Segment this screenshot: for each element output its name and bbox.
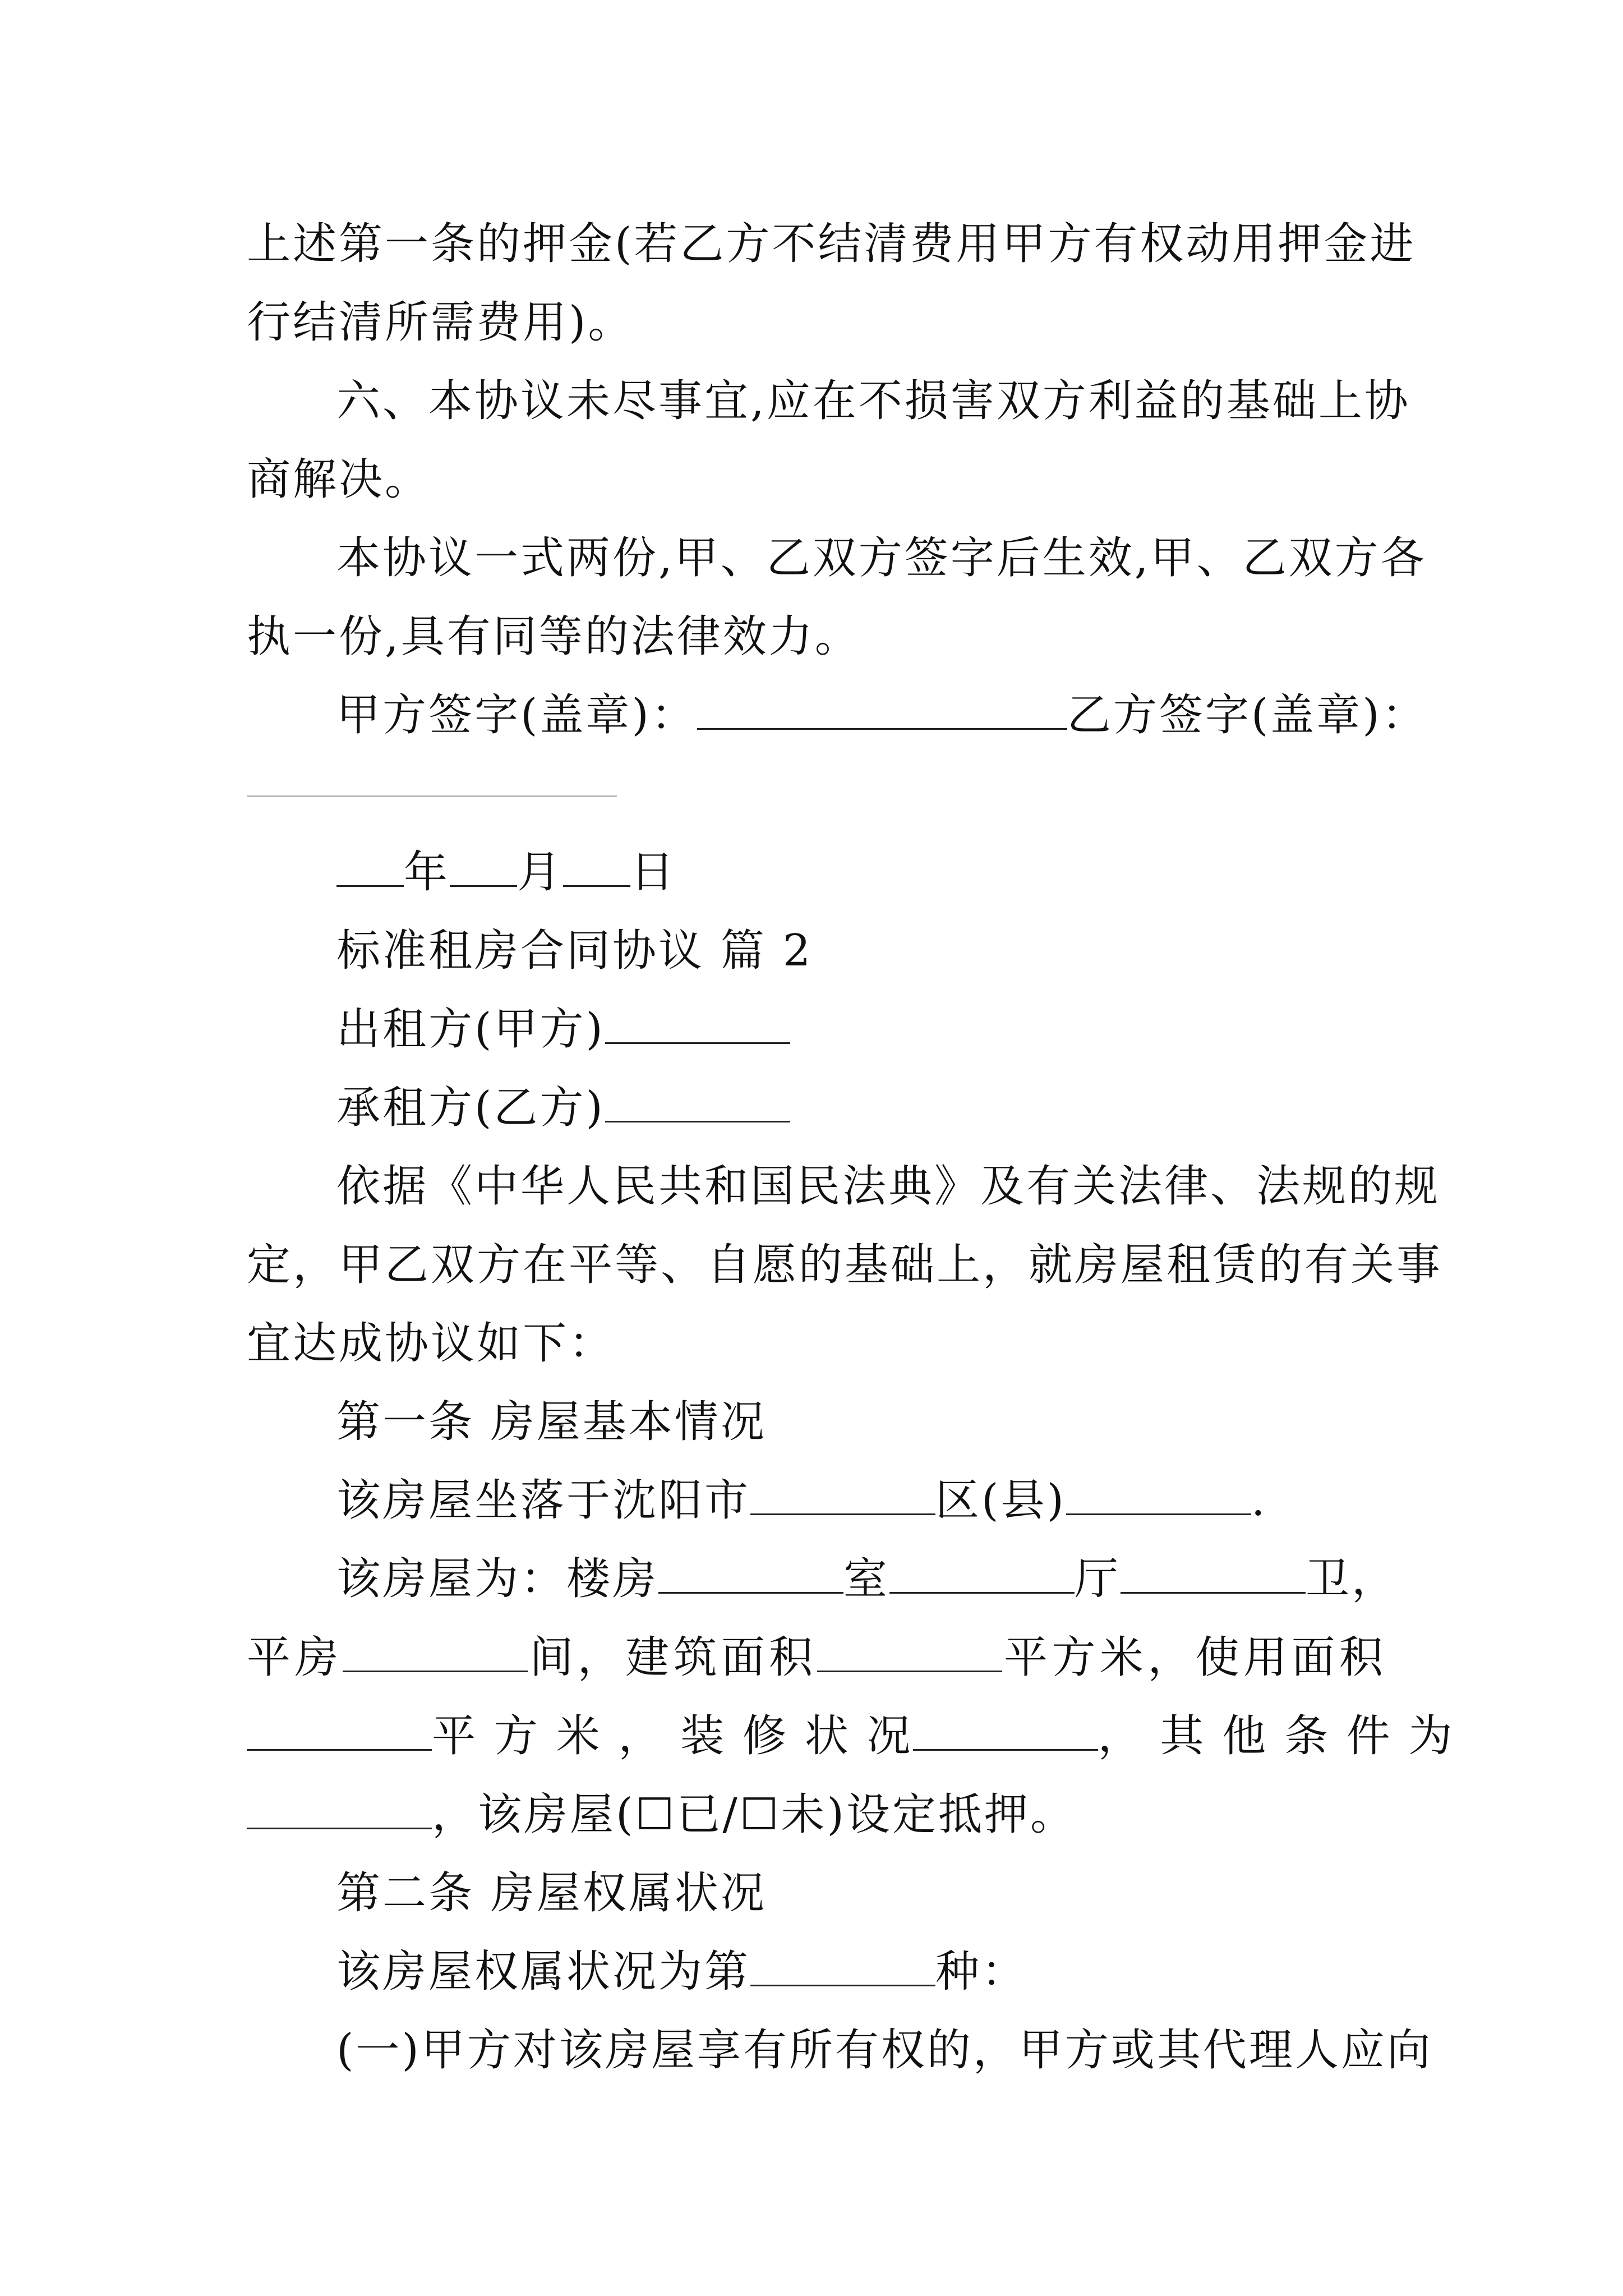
city-blank <box>750 1474 935 1515</box>
party-b-signature-label: 乙方签字(盖章)： <box>1067 690 1428 740</box>
year-label: 年 <box>404 847 450 898</box>
house-prefix: 该房屋为：楼房 <box>336 1554 659 1604</box>
date-line <box>336 841 1475 903</box>
decoration-blank <box>913 1710 1098 1751</box>
party-a-signature-label: 甲方签字(盖章)： <box>336 690 697 740</box>
month-label: 月 <box>517 847 564 898</box>
ownership-line <box>336 1941 1475 2003</box>
article-title: 第一条 房屋基本情况 <box>336 1397 767 1447</box>
party-b-signature-blank <box>247 795 617 797</box>
lessor-blank <box>605 1003 790 1044</box>
bath-label: 卫， <box>1306 1554 1398 1604</box>
ownership-suffix: 种： <box>935 1947 1028 1997</box>
text-line: 商解决。 <box>247 454 431 505</box>
district-label: 区(县) <box>935 1475 1066 1526</box>
text-line: 上述第一条的押金(若乙方不结清费用甲方有权动用押金进 <box>247 219 1416 269</box>
area-blank <box>817 1631 1002 1672</box>
year-blank <box>336 846 404 887</box>
use-area-blank <box>247 1710 432 1751</box>
text-line: (一)甲方对该房屋享有所有权的，甲方或其代理人应向 <box>336 2025 1433 2076</box>
ownership-prefix: 该房屋权属状况为第 <box>336 1947 751 1997</box>
jian-label: 间，建筑面积 <box>527 1632 817 1683</box>
text-line: 定，甲乙双方在平等、自愿的基础上，就房屋租赁的有关事 <box>247 1240 1443 1290</box>
condition-line <box>247 1705 1455 1767</box>
text-line: 六、本协议未尽事宜,应在不损害双方利益的基础上协 <box>336 376 1410 426</box>
room-label: 室 <box>843 1554 890 1604</box>
district-blank <box>1066 1474 1251 1515</box>
house-line <box>336 1548 1398 1610</box>
signature-line <box>336 684 1428 746</box>
location-end: . <box>1251 1475 1267 1526</box>
section-title: 标准租房合同协议 篇 2 <box>336 926 813 976</box>
mortgage-label: ，该房屋(☐已/☐未)设定抵押。 <box>432 1789 1076 1840</box>
hall-blank <box>889 1553 1075 1594</box>
lessor-line <box>336 999 1475 1060</box>
text-line: 宜达成协议如下： <box>247 1318 615 1369</box>
text-line: 行结清所需费用)。 <box>247 297 634 348</box>
bungalow-blank <box>343 1631 528 1672</box>
sqm-use-label: 平方米，使用面积 <box>1002 1632 1385 1683</box>
bath-blank <box>1121 1553 1306 1594</box>
other-label: ， 其 他 条 件 为 <box>1098 1711 1455 1761</box>
month-blank <box>450 846 517 887</box>
text-line: 本协议一式两份,甲、乙双方签字后生效,甲、乙双方各 <box>336 533 1427 583</box>
sqm-label: 平 方 米 ， 装 修 状 况 <box>432 1711 913 1761</box>
ownership-blank <box>750 1945 935 1986</box>
lessee-label: 承租方(乙方) <box>336 1083 605 1133</box>
lessee-blank <box>605 1082 790 1122</box>
text-line: 依据《中华人民共和国民法典》及有关法律、法规的规 <box>336 1161 1441 1212</box>
text-line: 执一份,具有同等的法律效力。 <box>247 611 861 662</box>
room-blank <box>658 1553 843 1594</box>
article-title: 第二条 房屋权属状况 <box>336 1868 767 1918</box>
lessee-line <box>336 1077 1475 1139</box>
location-line <box>336 1470 1475 1531</box>
lessor-label: 出租方(甲方) <box>336 1004 605 1055</box>
day-label: 日 <box>630 847 677 898</box>
party-a-signature-blank <box>697 689 1067 730</box>
hall-label: 厅 <box>1075 1554 1121 1604</box>
day-blank <box>563 846 630 887</box>
area-line <box>247 1627 1385 1688</box>
other-blank <box>247 1788 432 1829</box>
location-prefix: 该房屋坐落于沈阳市 <box>336 1475 751 1526</box>
mortgage-line <box>247 1784 1385 1846</box>
bungalow-label: 平房 <box>247 1632 343 1683</box>
